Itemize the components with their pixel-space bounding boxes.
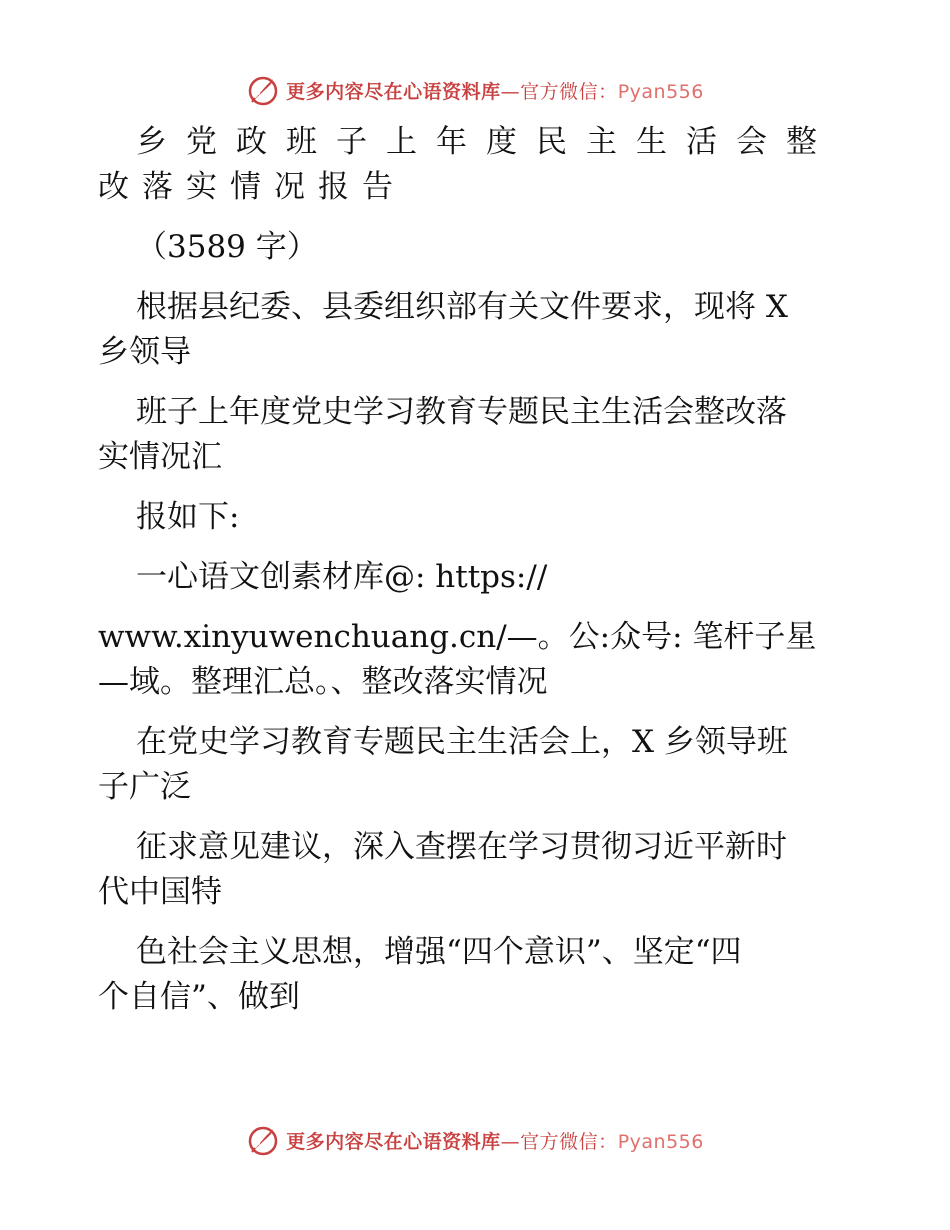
word-count: （3589 字）: [136, 229, 318, 265]
watermark-main: 更多内容尽在心语资料库: [286, 1130, 501, 1153]
document-body: [98, 124, 858, 1015]
watermark-main: 更多内容尽在心语资料库: [286, 80, 501, 103]
watermark-separator: —: [500, 1130, 521, 1153]
paragraph-line: —域。整理汇总。、整改落实情况: [98, 664, 548, 700]
header-watermark: [0, 70, 950, 110]
pen-quill-logo-icon: [246, 1123, 280, 1157]
paragraph-line: 实情况汇: [98, 439, 222, 475]
watermark-label: 官方微信：: [520, 1130, 618, 1153]
paragraph-line: 子广泛: [98, 769, 191, 805]
watermark-text: [286, 1127, 704, 1154]
paragraph-line: 一心语文创素材库@: https://: [136, 559, 548, 595]
paragraph-line: www.xinyuwenchuang.cn/—。公:众号: 笔杆子星: [98, 619, 817, 655]
watermark-separator: —: [500, 80, 521, 103]
paragraph-line: 征求意见建议，深入查摆在学习贯彻习近平新时: [136, 829, 787, 865]
watermark-text: [286, 77, 704, 104]
paragraph-line: 报如下:: [136, 499, 240, 535]
pen-quill-logo-icon: [246, 73, 280, 107]
watermark-wechat-id: Pyan556: [617, 1130, 704, 1153]
watermark-label: 官方微信：: [520, 80, 618, 103]
paragraph-line: 色社会主义思想，增强“四个意识”、坚定“四: [136, 934, 742, 970]
paragraph-line: 代中国特: [98, 874, 222, 910]
paragraph-line: 班子上年度党史学习教育专题民主生活会整改落: [136, 394, 787, 430]
footer-watermark: [0, 1120, 950, 1160]
paragraph-line: 个自信”、做到: [98, 979, 300, 1015]
paragraph-line: 根据县纪委、县委组织部有关文件要求，现将 X: [136, 289, 788, 325]
paragraph-line: 在党史学习教育专题民主生活会上，X 乡领导班: [136, 724, 788, 760]
watermark-wechat-id: Pyan556: [617, 80, 704, 103]
document-title-line-1: 乡党政班子上年度民主生活会整: [136, 124, 836, 160]
document-title-line-2: 改落实情况报告: [98, 169, 406, 205]
paragraph-line: 乡领导: [98, 334, 191, 370]
